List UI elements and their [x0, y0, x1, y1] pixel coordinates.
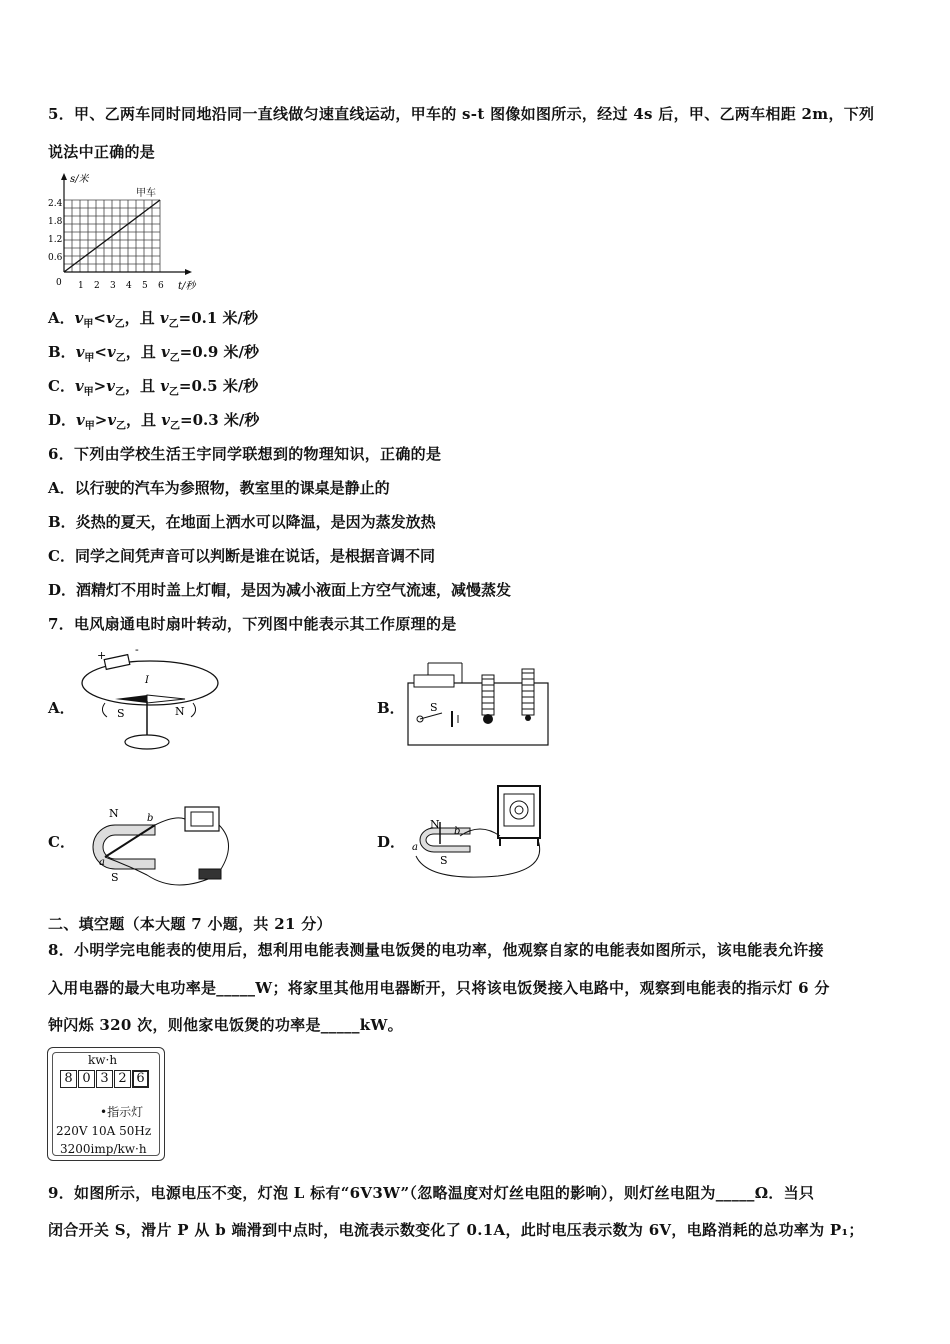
x-tick: 1	[78, 281, 84, 291]
q7-label-b[interactable]: B．	[377, 699, 405, 717]
q8-line3: 钟闪烁 320 次，则他家电饭煲的功率是_____kW。	[48, 1016, 403, 1034]
switch-label: S	[430, 701, 438, 714]
minus-sign: -	[135, 645, 139, 656]
generator-figure	[400, 780, 560, 885]
option-value: 0.1 米/秒	[191, 309, 258, 327]
s-pole-label: S	[111, 871, 119, 884]
rod-end-a: a	[99, 857, 105, 868]
x-axis-label: t/秒	[178, 281, 196, 292]
s-pole-label: S	[440, 854, 448, 867]
y-tick: 1.2	[48, 235, 63, 245]
origin-label: 0	[56, 278, 62, 288]
option-relation: >	[93, 377, 107, 395]
q6-option-b[interactable]: B．炎热的夏天，在地面上洒水可以降温，是因为蒸发放热	[48, 513, 436, 531]
plus-sign: +	[97, 649, 107, 662]
q7-label-a[interactable]: A．	[48, 699, 75, 717]
q7-label-d[interactable]: D．	[377, 833, 406, 851]
meter-digit: 3	[96, 1070, 113, 1088]
indicator-light-label: •指示灯	[100, 1105, 144, 1119]
meter-digit: 6	[132, 1070, 149, 1088]
meter-digit: 2	[114, 1070, 131, 1088]
electric-meter-figure	[47, 1047, 165, 1161]
section-2-heading: 二、填空题（本大题 7 小题，共 21 分）	[48, 915, 332, 933]
n-pole-label: N	[430, 818, 440, 831]
n-pole-label: N	[109, 807, 119, 820]
q8-line2: 入用电器的最大电功率是_____W；将家里其他用电器断开，只将该电饭煲接入电路中，观察到电能表的指示灯 6 分	[48, 979, 830, 997]
x-tick: 3	[110, 281, 116, 291]
y-tick: 0.6	[48, 253, 63, 263]
electromagnet-figure	[400, 655, 560, 750]
y-tick: 2.4	[48, 199, 63, 209]
option-relation: <	[93, 309, 106, 327]
meter-digit: 8	[60, 1070, 77, 1088]
option-relation: >	[94, 411, 108, 429]
x-tick: 2	[94, 281, 100, 291]
q6-option-a[interactable]: A．以行驶的汽车为参照物，教室里的课桌是静止的	[48, 479, 390, 497]
option-letter: B．	[48, 343, 76, 361]
x-tick: 6	[158, 281, 164, 291]
q5-stem-line1: 5．甲、乙两车同时同地沿同一直线做匀速直线运动，甲车的 s-t 图像如图所示，经过 4s 后，甲、乙两车相距 2m，下列	[48, 105, 875, 123]
option-letter: A．	[48, 309, 75, 327]
n-pole-label: N	[175, 705, 185, 718]
rod-end-b: b	[454, 826, 461, 837]
option-value: 0.5 米/秒	[191, 377, 259, 395]
rod-end-a: a	[412, 842, 418, 853]
option-letter: D．	[48, 411, 77, 429]
q8-line1: 8．小明学完电能表的使用后，想利用电能表测量电饭煲的电功率，他观察自家的电能表如图所示，该电能表允许接	[48, 941, 824, 959]
motor-figure	[75, 795, 250, 895]
q7-label-c[interactable]: C．	[48, 833, 75, 851]
q5-option-b[interactable]: B．$v_甲<v_乙$，且 $v_乙=0.9$ 米/秒	[48, 343, 260, 364]
q7-stem: 7．电风扇通电时扇叶转动，下列图中能表示其工作原理的是	[48, 615, 457, 633]
option-value: 0.3 米/秒	[192, 411, 260, 429]
y-axis-label: s/米	[70, 174, 89, 185]
q6-option-d[interactable]: D．酒精灯不用时盖上灯帽，是因为减小液面上方空气流速，减慢蒸发	[48, 581, 512, 599]
s-pole-label: S	[117, 707, 125, 720]
st-graph	[40, 168, 210, 293]
y-tick: 1.8	[48, 217, 63, 227]
x-tick: 4	[126, 281, 132, 291]
q6-option-c[interactable]: C．同学之间凭声音可以判断是谁在说话，是根据音调不同	[48, 547, 435, 565]
meter-digit: 0	[78, 1070, 95, 1088]
oersted-figure	[75, 645, 225, 755]
q5-option-d[interactable]: D．$v_甲>v_乙$，且 $v_乙=0.3$ 米/秒	[48, 411, 260, 432]
q5-stem-line2: 说法中正确的是	[48, 143, 156, 161]
q6-stem: 6．下列由学校生活王宇同学联想到的物理知识，正确的是	[48, 445, 442, 463]
q9-line1: 9．如图所示，电源电压不变，灯泡 L 标有“6V3W”（忽略温度对灯丝电阻的影响），则灯丝电阻为_____Ω．当只	[48, 1184, 815, 1202]
meter-rate: 3200imp/kw·h	[60, 1142, 147, 1156]
option-value: 0.9 米/秒	[192, 343, 260, 361]
option-letter: C．	[48, 377, 75, 395]
meter-unit: kw·h	[88, 1053, 118, 1067]
q5-option-c[interactable]: C．$v_甲>v_乙$，且 $v_乙=0.5$ 米/秒	[48, 377, 259, 398]
q9-line2: 闭合开关 S，滑片 P 从 b 端滑到中点时，电流表示数变化了 0.1A，此时电压表示数为 6V，电路消耗的总功率为 P₁；	[48, 1221, 864, 1239]
option-relation: <	[94, 343, 107, 361]
meter-spec: 220V 10A 50Hz	[56, 1124, 152, 1138]
rod-end-b: b	[147, 813, 154, 824]
line-label: 甲车	[136, 188, 156, 199]
q5-option-a[interactable]: A．$v_甲<v_乙$，且 $v_乙=0.1$ 米/秒	[48, 309, 258, 330]
meter-reading	[60, 1070, 150, 1088]
current-label: I	[145, 675, 149, 686]
x-tick: 5	[142, 281, 148, 291]
